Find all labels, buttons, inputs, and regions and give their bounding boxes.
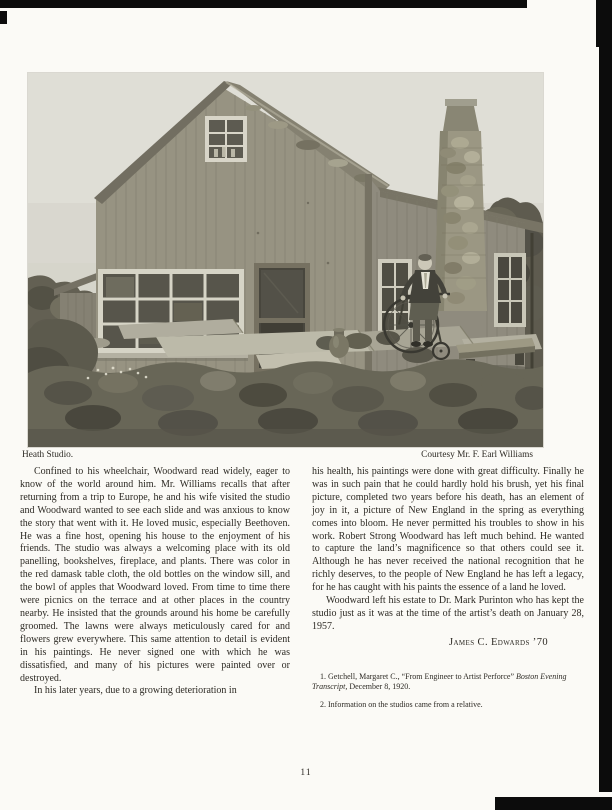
footnote-2-text: Information on the studios came from a relative. bbox=[328, 700, 483, 710]
article-byline: James C. Edwards ’70 bbox=[448, 636, 548, 648]
studio-photograph bbox=[28, 73, 543, 447]
footnote-1-label: 1. bbox=[320, 671, 326, 681]
photo-caption-row bbox=[22, 450, 533, 461]
footnote-1 bbox=[312, 672, 584, 693]
footnote-1-source: Boston Evening Transcript, bbox=[312, 671, 567, 692]
footnote-1-date: December 8, 1920. bbox=[349, 682, 411, 692]
footnote-1-text: Getchell, Margaret C., “From Engineer to Artist Perforce” bbox=[328, 671, 515, 681]
photo-caption-title: Heath Studio. bbox=[22, 450, 74, 460]
footnote-2-label: 2. bbox=[320, 700, 326, 710]
scan-edge-bottom bbox=[495, 797, 612, 810]
footnote-2 bbox=[312, 700, 584, 710]
article-column-left bbox=[20, 466, 290, 698]
scan-edge-left bbox=[0, 11, 7, 24]
scan-edge-top bbox=[0, 0, 527, 8]
article-paragraph: his health, his paintings were done with great difficulty. Finally he was in such pain that he could hardly hold his brush, yet his final picture, completed two years before his death, has an element of joy in it, a picture of New England in the spring as everything comes into bloom. He never permitted his troubles to show in his work. Robert Strong Woodward has left much behind. He wanted to capture the land’s magnificence so that others could see it. Although he has never received the national recognition that he richly deserves, to the people of New England he has left a legacy, for he has caught with his paints the essence of a land he loved. bbox=[312, 466, 584, 594]
article-column-right bbox=[312, 466, 584, 719]
scan-edge-right-notch bbox=[596, 0, 612, 47]
page-number: 11 bbox=[300, 768, 312, 778]
photo-tint-overlay bbox=[28, 73, 543, 447]
footnotes bbox=[312, 672, 584, 711]
article-paragraph: Woodward left his estate to Dr. Mark Purinton who has kept the studio just as it was at the time of the artist’s death on January 28, 1957. bbox=[312, 595, 584, 632]
article-paragraph: In his later years, due to a growing deterioration in bbox=[34, 685, 237, 697]
photo-caption-credit: Courtesy Mr. F. Earl Williams bbox=[421, 450, 533, 460]
scan-edge-right bbox=[599, 0, 612, 792]
article-paragraph: Confined to his wheelchair, Woodward read widely, eager to know of the world around him. Mr. Williams recalls that after returning from a trip to Europe, he and his wife visited the studio and Woodward wanted to see each slide and was anxious to know the story that went with it. He loved music, especially Beethoven. He was a fine host, opening his house to the enjoyment of his friends. The studio was always a welcoming place with its old panelling, bookshelves, fireplace, and plants. There was color in the red damask table cloth, the old bottles on the window sill, and the bowl of apples that Woodward loved. From time to time there were picnics on the terrace and at other places in the country nearby. He insisted that the grounds around his home be carefully groomed. The lawns were always meticulously cared for and flowers grew everywhere. This same attention to detail is evident in his paintings. He never signed one with which he was dissatisfied, and many of his pictures were painted over or destroyed. bbox=[20, 466, 290, 684]
